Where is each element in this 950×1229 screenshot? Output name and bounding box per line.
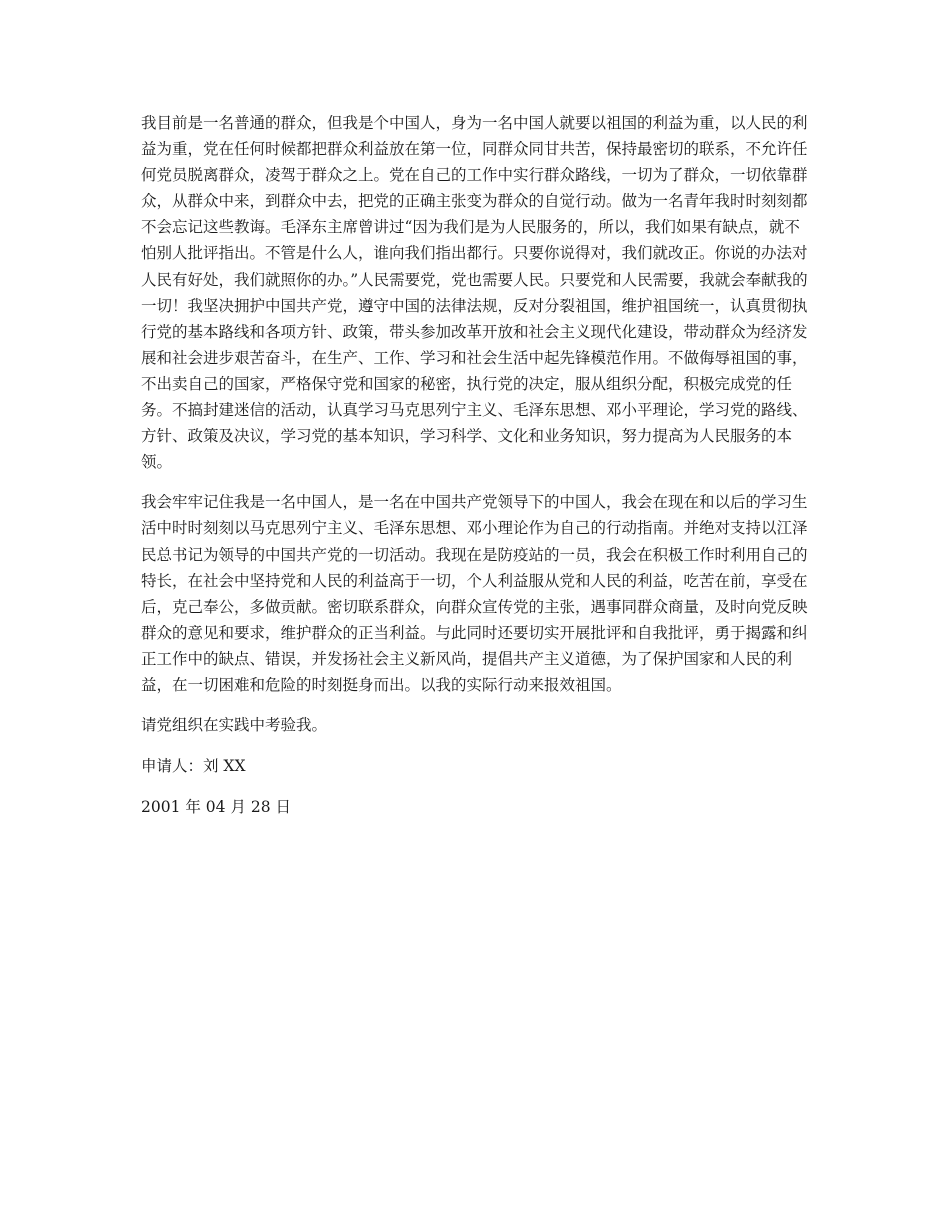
document-body <box>141 110 809 835</box>
paragraph-body-1: 我目前是一名普通的群众，但我是个中国人，身为一名中国人就要以祖国的利益为重，以人民的利益为重，党在任何时候都把群众利益放在第一位，同群众同甘共苦，保持最密切的联系，不允许任何党员脱离群众，凌驾于群众之上。党在自己的工作中实行群众路线，一切为了群众，一切依靠群众，从群众中来，到群众中去，把党的正确主张变为群众的自觉行动。做为一名青年我时时刻刻都不会忘记这些教诲。毛泽东主席曾讲过“因为我们是为人民服务的，所以，我们如果有缺点，就不怕别人批评指出。不管是什么人，谁向我们指出都行。只要你说得对，我们就改正。你说的办法对人民有好处，我们就照你的办。”人民需要党，党也需要人民。只要党和人民需要，我就会奉献我的一切！我坚决拥护中国共产党，遵守中国的法律法规，反对分裂祖国，维护祖国统一，认真贯彻执行党的基本路线和各项方针、政策，带头参加改革开放和社会主义现代化建设，带动群众为经济发展和社会进步艰苦奋斗，在生产、工作、学习和社会生活中起先锋模范作用。不做侮辱祖国的事，不出卖自己的国家，严格保守党和国家的秘密，执行党的决定，服从组织分配，积极完成党的任务。不搞封建迷信的活动，认真学习马克思列宁主义、毛泽东思想、邓小平理论，学习党的路线、方针、政策及决议，学习党的基本知识，学习科学、文化和业务知识，努力提高为人民服务的本领。 <box>141 114 808 472</box>
paragraph-body-2: 我会牢牢记住我是一名中国人，是一名在中国共产党领导下的中国人，我会在现在和以后的学习生活中时时刻刻以马克思列宁主义、毛泽东思想、邓小理论作为自己的行动指南。并绝对支持以江泽民总书记为领导的中国共产党的一切活动。我现在是防疫站的一员，我会在积极工作时利用自己的特长，在社会中坚持党和人民的利益高于一切，个人利益服从党和人民的利益，吃苦在前，享受在后，克己奉公，多做贡献。密切联系群众，向群众宣传党的主张，遇事同群众商量，及时向党反映群众的意见和要求，维护群众的正当利益。与此同时还要切实开展批评和自我批评，勇于揭露和纠正工作中的缺点、错误，并发扬社会主义新风尚，提倡共产主义道德，为了保护国家和人民的利益，在一切困难和危险的时刻挺身而出。以我的实际行动来报效祖国。 <box>141 493 808 694</box>
date-line: 2001 年 04 月 28 日 <box>141 798 292 817</box>
signature-line: 申请人：刘 XX <box>141 757 246 776</box>
paragraph-closing-request: 请党组织在实践中考验我。 <box>141 716 328 735</box>
